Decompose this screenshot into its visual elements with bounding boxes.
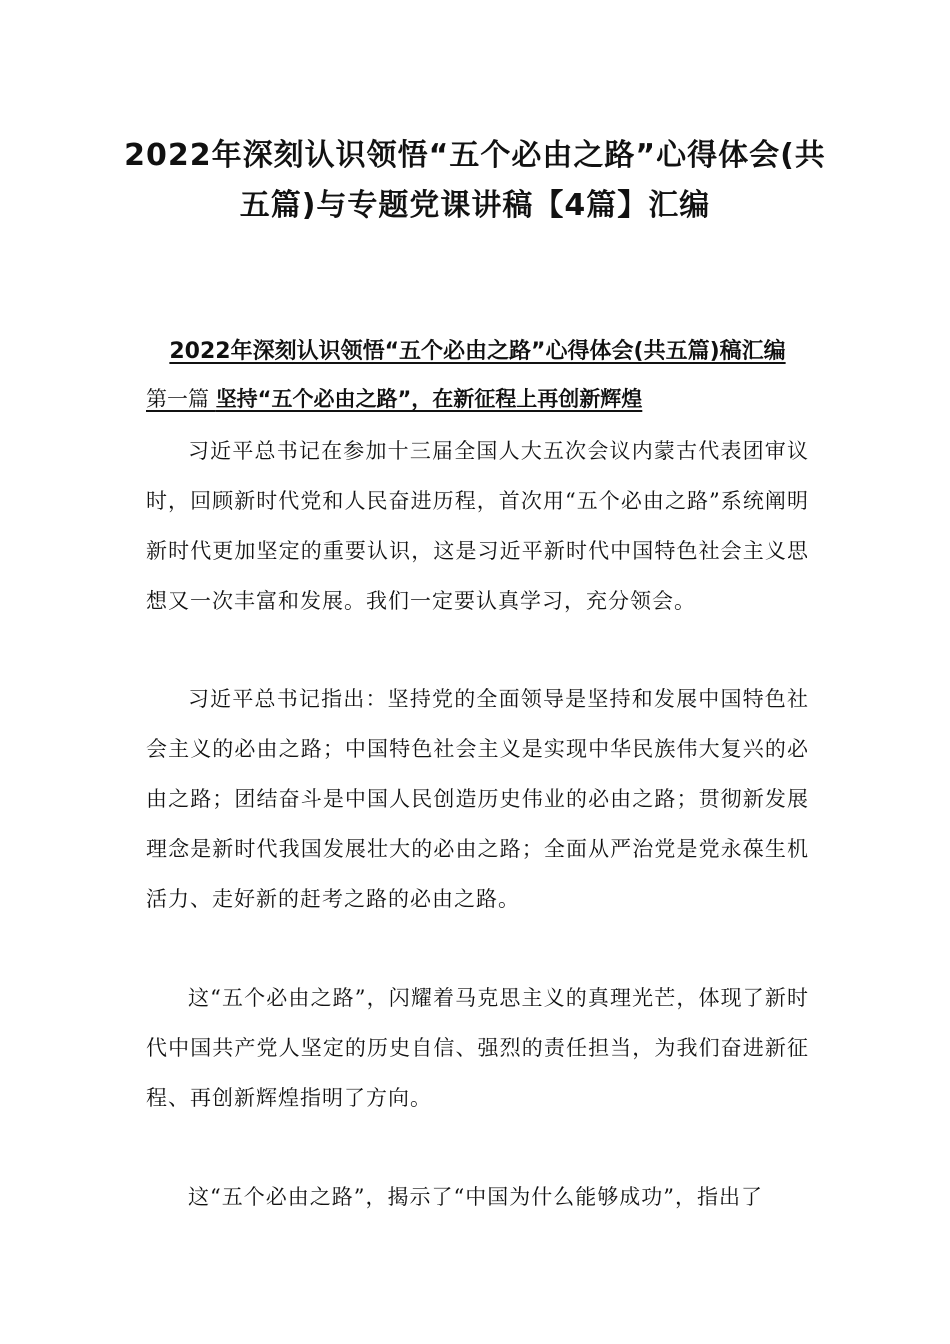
document-title: 2022年深刻认识领悟“五个必由之路”心得体会(共五篇)与专题党课讲稿【4篇】汇编 [124,138,826,223]
paragraph-1: 习近平总书记在参加十三届全国人大五次会议内蒙古代表团审议时，回顾新时代党和人民奋进历程，首次用“五个必由之路”系统阐明新时代更加坚定的重要认识，这是习近平新时代中国特色社会主义思想又一次丰富和发展。我们一定要认真学习，充分领会。 [146,439,809,613]
subtitle-text: 2022年深刻认识领悟“五个必由之路”心得体会(共五篇)稿汇编 [169,339,786,364]
paragraph-4: 这“五个必由之路”，揭示了“中国为什么能够成功”，指出了 [188,1185,763,1209]
paragraph-2: 习近平总书记指出：坚持党的全面领导是坚持和发展中国特色社会主义的必由之路；中国特色社会主义是实现中华民族伟大复兴的必由之路；团结奋斗是中国人民创造历史伟业的必由之路；贯彻新发展理念是新时代我国发展壮大的必由之路；全面从严治党是党永葆生机活力、走好新的赶考之路的必由之路。 [146,687,809,911]
paragraph-3: 这“五个必由之路”，闪耀着马克思主义的真理光芒，体现了新时代中国共产党人坚定的历史自信、强烈的责任担当，为我们奋进新征程、再创新辉煌指明了方向。 [146,986,809,1110]
section-label: 第一篇 [146,387,216,411]
section-title: 坚持“五个必由之路”，在新征程上再创新辉煌 [215,387,643,411]
section-heading [146,383,811,415]
document-subtitle [145,336,810,368]
